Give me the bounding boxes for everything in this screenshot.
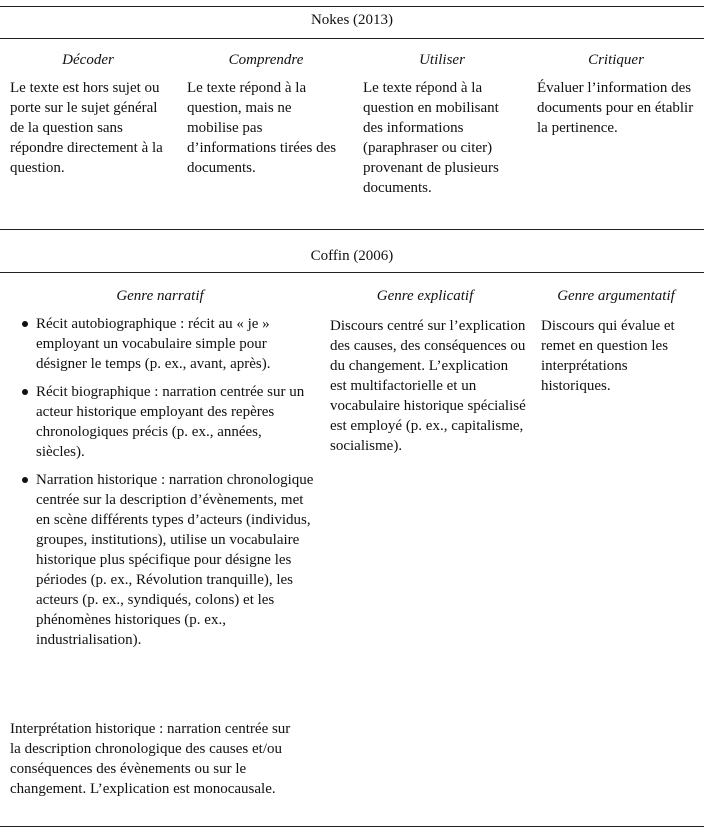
nokes-heading-utiliser: Utiliser <box>419 52 465 68</box>
nokes-title: Nokes (2013) <box>310 12 394 28</box>
table-top-rule <box>0 6 704 7</box>
nokes-text-utiliser: Le texte répond à la question en mobilisant des informations (paraphraser ou citer) provenant de plusieurs documents. <box>363 80 499 196</box>
nokes-heading-decoder: Décoder <box>62 52 114 68</box>
section-divider-rule <box>0 229 704 230</box>
coffin-heading-argumentatif: Genre argumentatif <box>557 288 675 304</box>
explicatif-text: Discours centré sur l’explication des causes, des conséquences ou du changement. L’explication est multifactorielle et un vocabulaire historique spécialisé est employé (p. ex., capitalisme, socialisme). <box>330 318 526 454</box>
nokes-text-comprendre: Le texte répond à la question, mais ne mobilise pas d’informations tirées des documents. <box>187 80 337 176</box>
table-bottom-rule <box>0 826 704 827</box>
narratif-bullet-autobiographique: Récit autobiographique : récit au « je » employant un vocabulaire simple pour désigner le temps (p. ex., avant, après). <box>22 314 314 374</box>
argumentatif-text: Discours qui évalue et remet en question les interprétations historiques. <box>541 318 675 394</box>
coffin-heading-narratif: Genre narratif <box>116 288 204 304</box>
narratif-bullet-biographique: Récit biographique : narration centrée sur un acteur historique employant des repères chronologiques précis (p. ex., années, siècles). <box>22 382 314 462</box>
narratif-bullet-narration-historique: Narration historique : narration chronologique centrée sur la description d’évènements, met en scène différents types d’acteurs (individus, groupes, institutions), utilise un vocabulaire historique plus spécifique pour désigne les périodes (p. ex., Révolution tranquille), les acteurs (p. ex., syndiqués, colons) et les phénomènes historiques (p. ex., industrialisation). <box>22 470 314 650</box>
nokes-heading-critiquer: Critiquer <box>588 52 644 68</box>
narratif-interpretation-historique: Interprétation historique : narration centrée sur la description chronologique des causes et/ou conséquences des évènements ou sur le changement. L’explication est monocausale. <box>10 721 291 797</box>
nokes-title-rule <box>0 38 704 39</box>
nokes-heading-comprendre: Comprendre <box>228 52 304 68</box>
coffin-heading-explicatif: Genre explicatif <box>376 288 474 304</box>
nokes-text-decoder: Le texte est hors sujet ou porte sur le sujet général de la question sans répondre directement à la question. <box>10 80 163 176</box>
narratif-bullet-list <box>22 314 314 658</box>
coffin-title: Coffin (2006) <box>310 248 394 264</box>
coffin-title-rule <box>0 272 704 273</box>
nokes-text-critiquer: Évaluer l’information des documents pour en établir la pertinence. <box>537 80 694 136</box>
